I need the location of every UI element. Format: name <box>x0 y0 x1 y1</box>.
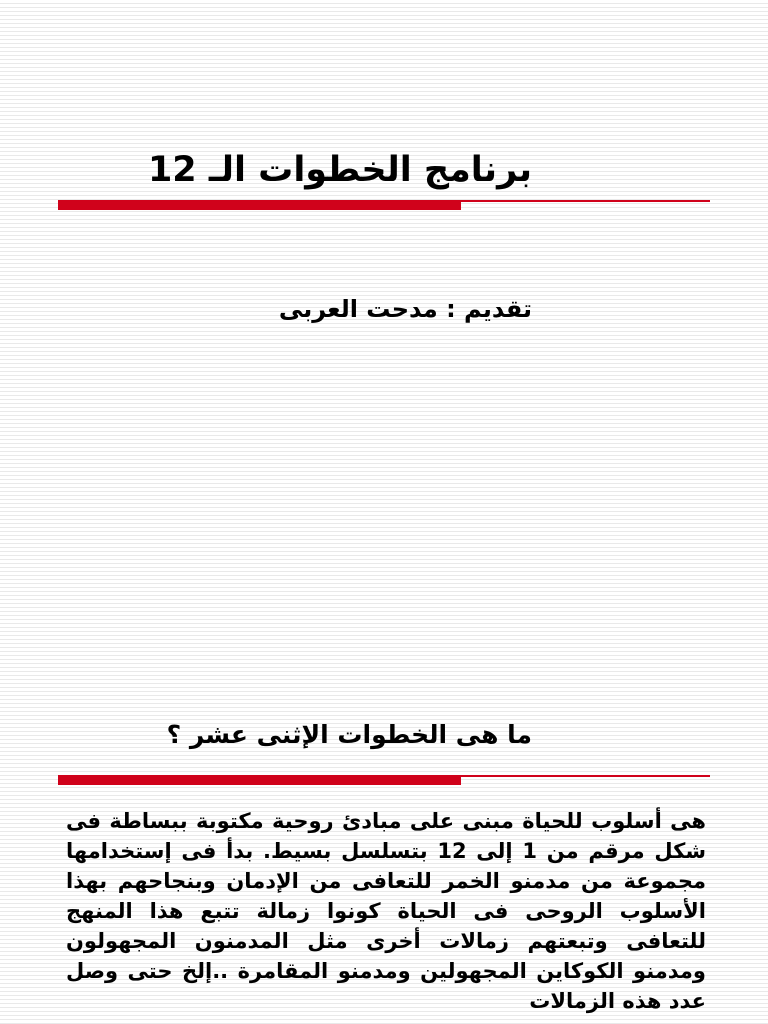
slide-2 <box>0 512 768 1024</box>
slide-title: برنامج الخطوات الـ 12 <box>147 150 532 190</box>
title-underline <box>58 775 710 785</box>
presenter-line: تقديم : مدحت العربى <box>278 295 532 323</box>
title-underline <box>58 200 710 210</box>
slide-body-text: هى أسلوب للحياة مبنى على مبادئ روحية مكتوبة ببساطة فى شكل مرقم من 1 إلى 12 بتسلسل بسيط. بدأ فى إستخدامها مجموعة من مدمنو الخمر للتعافى من الإدمان وبنجاحهم بهذا الأسلوب الروحى فى الحياة كونوا زمالة تتبع هذا المنهج للتعافى وتبعتهم زمالات أخرى مثل المدمنون المجهولون ومدمنو الكوكاين المجهولين ومدمنو المقامرة ..إلخ حتى وصل عدد هذه الزمالات <box>66 809 706 1013</box>
underline-thin-segment <box>461 200 710 202</box>
underline-thin-segment <box>461 775 710 777</box>
slide-title: ما هى الخطوات الإثنى عشر ؟ <box>166 720 532 749</box>
underline-thick-segment <box>58 775 461 785</box>
underline-thick-segment <box>58 200 461 210</box>
